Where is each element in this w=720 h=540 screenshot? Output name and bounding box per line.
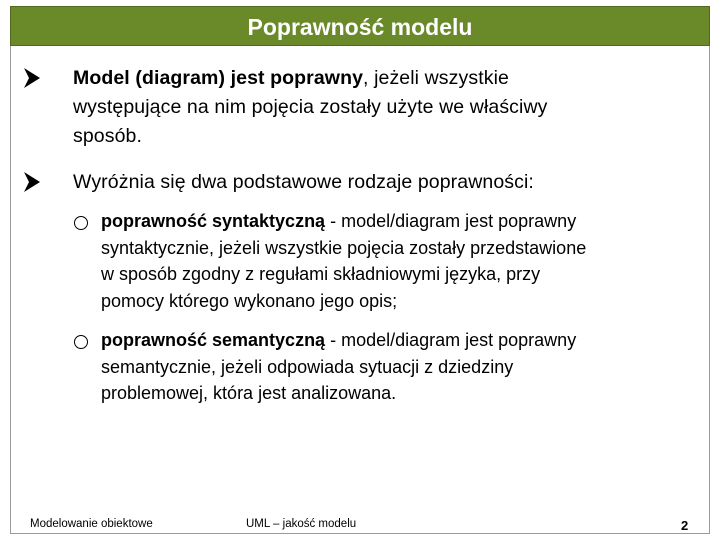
sub-bullet-1-line-3: w sposób zgodny z regułami składniowymi języka, przy <box>101 264 541 284</box>
sub-bullet-1-line-1 <box>101 208 701 235</box>
sub-bullet-2-rest: - model/diagram jest poprawny <box>325 330 577 350</box>
footer-topic: UML – jakość modelu <box>246 518 357 530</box>
sub-bullet-1-line-2: syntaktycznie, jeżeli wszystkie pojęcia zostały przedstawione <box>101 237 587 258</box>
bullet-1-bold: Model (diagram) jest poprawny <box>73 67 364 89</box>
bullet-1-line-2: występujące na nim pojęcia zostały użyte we właściwy <box>73 96 548 118</box>
title-bar <box>10 6 710 46</box>
sub-bullet-2-line-3: problemowej, która jest analizowana. <box>101 383 397 403</box>
arrow-bullet-icon <box>22 67 42 89</box>
circle-bullet-icon <box>74 335 88 349</box>
sub-bullet-1-bold: poprawność syntaktyczną <box>101 211 326 231</box>
bullet-1-line-1 <box>73 64 683 93</box>
bullet-2: Wyróżnia się dwa podstawowe rodzaje poprawności: <box>73 171 534 193</box>
sub-bullet-1-rest: - model/diagram jest poprawny <box>325 211 577 231</box>
sub-bullet-1-line-4: pomocy którego wykonano jego opis; <box>101 290 398 311</box>
bullet-1-line-3: sposób. <box>73 125 142 147</box>
arrow-bullet-icon <box>22 171 42 193</box>
sub-bullet-2-bold: poprawność semantyczną <box>101 330 326 350</box>
sub-bullet-2-line-1 <box>101 327 701 354</box>
footer-course: Modelowanie obiektowe <box>30 518 153 530</box>
page-number: 2 <box>681 518 689 533</box>
sub-bullet-1 <box>101 208 701 314</box>
circle-bullet-icon <box>74 216 88 230</box>
sub-bullet-2 <box>101 327 701 407</box>
bullet-1 <box>73 64 683 151</box>
slide-title: Poprawność modelu <box>247 14 473 40</box>
sub-bullet-2-line-2: semantycznie, jeżeli odpowiada sytuacji z dziedziny <box>101 356 514 377</box>
bullet-1-rest: , jeżeli wszystkie <box>363 67 509 89</box>
